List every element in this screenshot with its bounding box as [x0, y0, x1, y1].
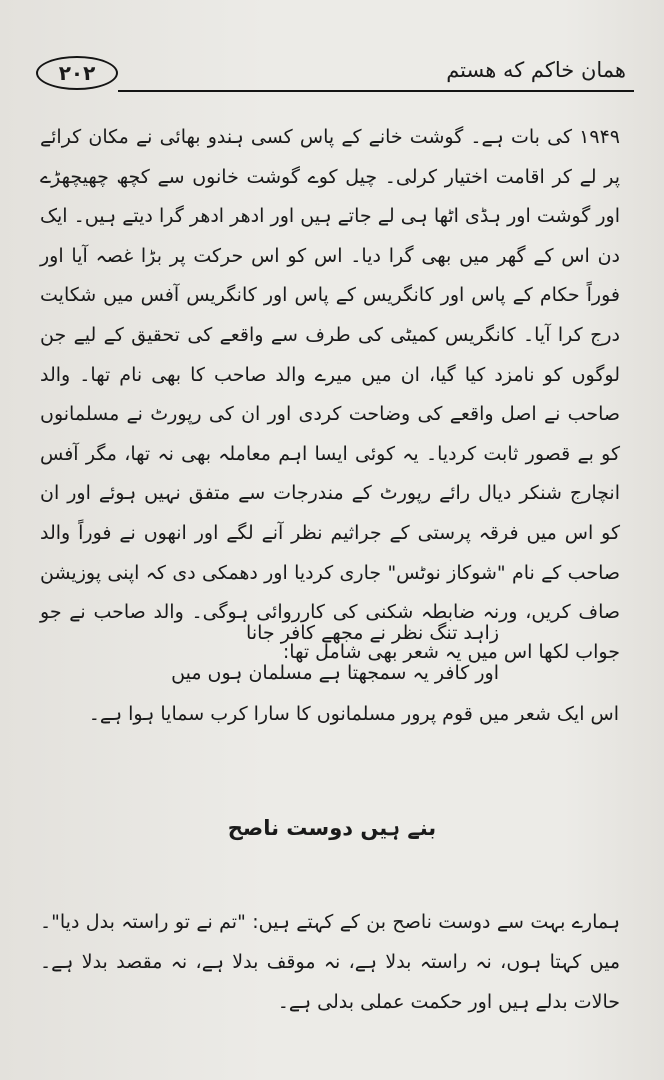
header-divider	[118, 90, 634, 92]
paragraph-1: ۱۹۴۹ کی بات ہے۔ گوشت خانے کے پاس کسی ہندو بھائی نے مکان کرائے پر لے کر اقامت اختیار کرلی۔ چیل کوے گوشت خانوں سے کچھ چھیچھڑے اور گوشت اور ہڈی اٹھا ہی لے جاتے ہیں اور ادھر ادھر گرا دیتے ہیں۔ ایک دن اس کے گھر میں بھی گرا دیا۔ اس کو اس حرکت پر بڑا غصہ آیا اور فوراً حکام کے پاس اور کانگریس کے پاس اور کانگریس آفس میں شکایت درج کرا آیا۔ کانگریس کمیٹی کی طرف سے واقعے کی تحقیق کے لیے جن لوگوں کو نامزد کیا گیا، ان میں میرے والد صاحب کا بھی نام تھا۔ والد صاحب نے اصل واقعے کی وضاحت کردی اور ان کی رپورٹ نے مسلمانوں کو بے قصور ثابت کردیا۔ یہ کوئی ایسا اہم معاملہ بھی نہ تھا، مگر آفس انچارج شنکر دیال رائے رپورٹ کے مندرجات سے متفق نہیں ہوئے اور ان کو اس میں فرقہ پرستی کے جراثیم نظر آنے لگے اور انھوں نے فوراً والد صاحب کے نام "شوکاز نوٹس" جاری کردیا اور دھمکی دی کہ اپنی پوزیشن صاف کریں، ورنہ ضابطہ شکنی کی کارروائی ہوگی۔ والد صاحب نے جو جواب لکھا اس میں یہ شعر بھی شامل تھا:	[40, 126, 620, 663]
running-title: همان خاکم که هستم	[446, 58, 626, 82]
verse-line-1: زاہد تنگ نظر نے مجھے کافر جانا	[246, 622, 499, 644]
paragraph-after-verse: اس ایک شعر میں قوم پرور مسلمانوں کا سارا کرب سمایا ہوا ہے۔	[88, 703, 619, 725]
page-header	[30, 52, 634, 98]
page-number: ۲۰۲	[36, 56, 118, 90]
verse-line-2: اور کافر یہ سمجھتا ہے مسلمان ہوں میں	[171, 662, 499, 684]
section-heading: بنے ہیں دوست ناصح	[227, 816, 437, 840]
paragraph-2: ہمارے بہت سے دوست ناصح بن کے کہتے ہیں: "تم نے تو راستہ بدل دیا"۔ میں کہتا ہوں، نہ راستہ بدلا ہے، نہ موقف بدلا ہے، نہ مقصد بدلا ہے۔ حالات بدلے ہیں اور حکمت عملی بدلی ہے۔	[40, 911, 620, 1013]
